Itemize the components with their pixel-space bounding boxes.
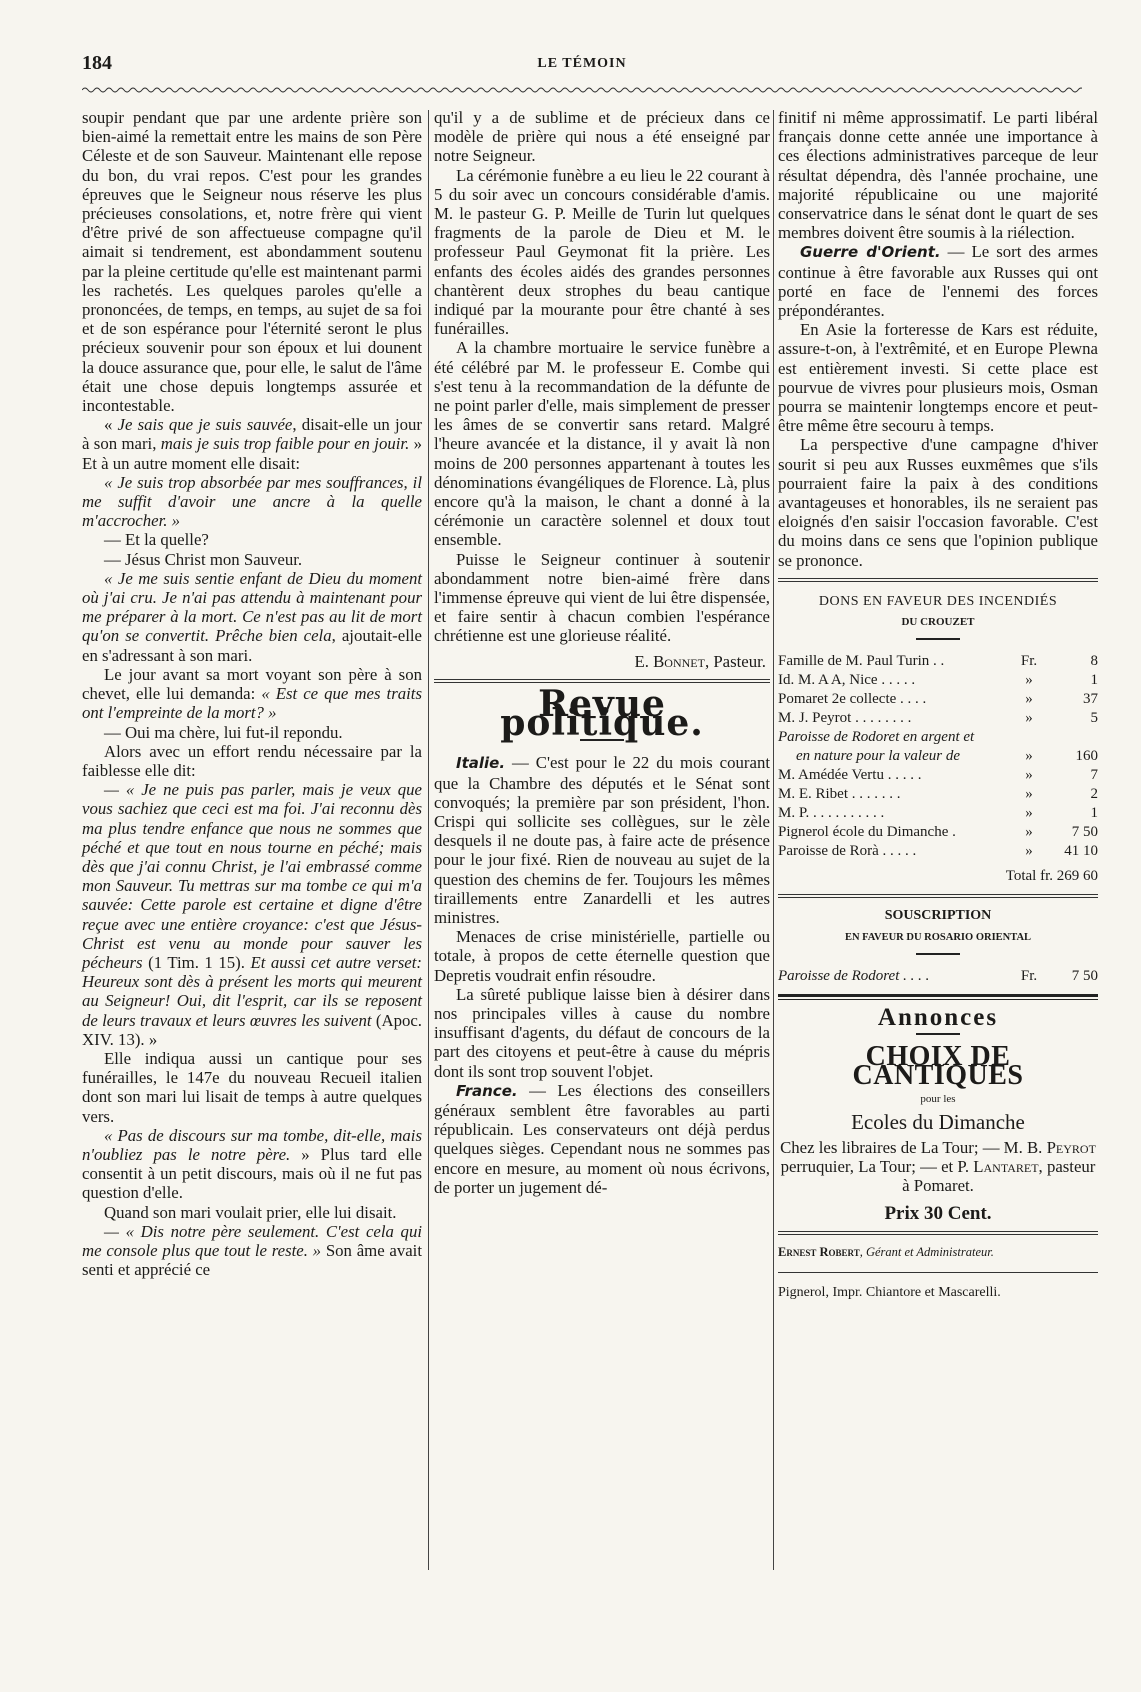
paragraph: La perspective d'une campagne d'hiver sourit si peu aux Russes euxmêmes que s'ils pourraient faire la paix à des conditions avantageuses et honorables, ils ne seraient pas eloignés d'en saisir l'occasion favorable. C'est du moins dans ce sens que l'opinion publique se prononce. <box>778 435 1098 570</box>
column-3 <box>778 108 1098 1302</box>
dons-row: M. P. . . . . . . . . . . » 1 <box>778 805 1098 822</box>
dons-row: en nature pour la valeur de » 160 <box>796 748 1098 765</box>
paragraph: Alors avec un effort rendu nécessaire par la faiblesse elle dit: <box>82 741 422 780</box>
run-in-heading: Guerre d'Orient. <box>800 243 941 262</box>
journal-title: LE TÉMOIN <box>537 56 627 71</box>
dons-row: Famille de M. Paul Turin . . Fr. 8 <box>778 653 1098 670</box>
dons-row: M. Amédée Vertu . . . . . » 7 <box>778 767 1098 784</box>
paragraph: Menaces de crise ministérielle, partielle ou totale, à propos de cette éternelle question que Depretis voudrait enfin résoudre. <box>434 927 770 985</box>
paragraph: — « Je ne puis pas parler, mais je veux que vous sachiez que ceci est ma foi. J'ai reconnu dès ma plus tendre enfance que nous ne sommes que péché et que tout en nous tourne en péché; mais dès que j'ai connu Christ, je l'ai embrassé comme mon Sauveur. Tu mettras sur ma tombe ce qui m'a sauvée: Cette parole est certaine et digne d'être reçue avec une entière croyance: c'est que Jésus-Christ est venu au monde pour sauver les pécheurs (1 Tim. 1 15). Et aussi cet autre verset: Heureux sont dès à présent les morts qui meurent au Seigneur! Oui, dit l'esprit, car ils se reposent de leurs travaux et leurs œuvres les suivent (Apoc. XIV. 13). » <box>82 780 422 1049</box>
paragraph: Le jour avant sa mort voyant son père à son chevet, elle lui demanda: « Est ce que mes traits ont l'empreinte de la mort? » <box>82 664 422 723</box>
paragraph: — « Dis notre père seulement. C'est cela qui me console plus que tout le reste. » Son âme avait senti et apprécié ce <box>82 1221 422 1280</box>
dons-row: Pomaret 2e collecte . . . . » 37 <box>778 691 1098 708</box>
page-number: 184 <box>82 52 112 74</box>
column-divider-1 <box>428 110 429 1570</box>
dons-row: M. J. Peyrot . . . . . . . . » 5 <box>778 710 1098 727</box>
double-rule <box>778 894 1098 898</box>
column-1 <box>82 108 422 1279</box>
paragraph: En Asie la forteresse de Kars est réduite, assure-t-on, à l'extrêmité, et en Europe Plewna est entièrement investi. Si cette place est pourvue de vivres pour plusieurs mois, Osman pourra se maintenir longtemps encore et peut-être même être secouru à temps. <box>778 320 1098 436</box>
run-in-heading: France. <box>456 1081 518 1100</box>
header-wavy-rule <box>82 86 1082 94</box>
double-rule <box>778 1231 1098 1235</box>
printer-credit: Pignerol, Impr. Chiantore et Mascarelli. <box>778 1284 1001 1300</box>
advert-price: Prix 30 Cent. <box>884 1202 992 1224</box>
dons-subtitle: DU CROUZET <box>901 616 975 629</box>
publisher-credit: Ernest Robert, Gérant et Administrateur. <box>778 1244 994 1259</box>
paragraph: A la chambre mortuaire le service funèbre a été célébré par M. le professeur E. Combe qui s'est tenu à la recommandation de la défunte de ne point parler d'elle, mais simplement de presser les âmes de se convertir sans retard. Malgré l'heure avancée et la distance, il y avait là non moins de 200 personnes appartenant à toutes les dénominations évangéliques de Florence. Là, plus encore qu'à la maison, le chant a donné à la cérémonie un caractère solennel et doux tout ensemble. <box>434 338 771 550</box>
short-rule <box>916 953 960 955</box>
paragraph: « Je sais que je suis sauvée, disait-elle un jour à son mari, mais je suis trop faible pour en jouir. » Et à un autre moment elle disait: <box>82 415 423 473</box>
dons-row: Paroisse de Rorà . . . . . » 41 10 <box>778 843 1098 860</box>
dons-row: M. E. Ribet . . . . . . . » 2 <box>778 786 1098 803</box>
paragraph: Italie. — C'est pour le 22 du mois courant que la Chambre des députés et le Sénat sont convoqués; la première par son président, l'hon. Crispi qui sollicite ses collègues, sur le zèle desquels il ne doute pas, à faire acte de présence pour le jour fixé. Rien de nouveau au sujet de la question des chemins de fer. Toujours les mêmes tiraillements entre Zanardelli et les autres ministres. <box>434 753 770 927</box>
section-title: Revue politique. <box>500 682 704 745</box>
advert-subheading: Ecoles du Dimanche <box>851 1109 1025 1134</box>
dons-row: Pignerol école du Dimanche . » 7 50 <box>778 824 1098 841</box>
paragraph: La cérémonie funèbre a eu lieu le 22 courant à 5 du soir avec un concours considérable d'amis. M. le pasteur G. P. Meille de Turin lut quelques fragments de la parole de Dieu et M. le professeur Paul Geymonat fit la prière. Les enfants des écoles aidés des grandes personnes chantèrent deux strophes du beau cantique indiqué par la mourante pour être chanté à ses funérailles. <box>434 165 770 339</box>
paragraph: — Et la quelle? <box>104 530 209 550</box>
advert-pour-les: pour les <box>920 1092 956 1105</box>
paragraph: Elle indiqua aussi un cantique pour ses funérailles, le 147e du nouveau Recueil italien dont son mari lui lisait de temps à autre quelques vers. <box>82 1048 422 1126</box>
souscription-table <box>778 967 1098 986</box>
paragraph: France. — Les élections des conseillers généraux semblent être favorables au parti républicain. Les conservateurs ont déjà perdus quelques sièges. Cependant nous ne sommes pas encore en mesure, au moment où nous écrivons, de porter un jugement dé- <box>434 1080 770 1197</box>
dons-table <box>778 652 1098 861</box>
paragraph: Guerre d'Orient. — Le sort des armes continue à être favorable aux Russes qui ont porté en face de l'ennemi des forces prépondérantes. <box>778 242 1098 321</box>
dons-row: Id. M. A A, Nice . . . . . » 1 <box>778 672 1098 689</box>
column-divider-2 <box>773 110 774 1570</box>
paragraph: Puisse le Seigneur continuer à soutenir abondamment notre bien-aimé frère dans l'immense épreuve qui vient de lui être dispensée, et faire sentir à chacun combien l'espérance chrétienne est une glorieuse réalité. <box>434 549 770 646</box>
short-rule <box>916 638 960 640</box>
run-in-heading: Italie. <box>456 754 506 773</box>
column-2 <box>434 108 770 1197</box>
souscription-subtitle: EN FAVEUR DU ROSARIO ORIENTAL <box>844 931 1032 943</box>
table-row: Paroisse de Rodoret . . . . Fr. 7 50 <box>778 967 1098 984</box>
paragraph: qu'il y a de sublime et de précieux dans ce modèle de prière qui nous a été enseigné par notre Seigneur. <box>434 108 770 166</box>
advert-text: Chez les libraires de La Tour; — M. B. Peyrot perruquier, La Tour; — et P. Lantaret, pasteur à Pomaret. <box>780 1137 1096 1196</box>
paragraph: finitif ni même approssimatif. Le parti libéral français donne cette année une importance à ces élections administratives parceque de leur résultat dépendra, dès l'année prochaine, une majorité républicaine ou une majorité conservatrice dans le sénat dont le quart de ses membres doivent être soumis à la riélection. <box>778 108 1098 243</box>
paragraph: — Oui ma chère, lui fut-il repondu. <box>104 722 343 742</box>
souscription-title: SOUSCRIPTION <box>884 908 992 924</box>
paragraph: La sûreté publique laisse bien à désirer dans nos principales villes à cause du nombre insuffisant d'agents, du défaut de concours de la part des citoyens et peut-être à cause du mépris dont ils sont trop souvent l'objet. <box>434 984 770 1081</box>
paragraph: — Jésus Christ mon Sauveur. <box>104 549 303 569</box>
rule <box>778 1272 1098 1273</box>
short-rule <box>916 1033 960 1035</box>
annonces-title: Annonces <box>877 1003 999 1031</box>
paragraph: « Je suis trop absorbée par mes souffrances, il me suffit d'avoir une ancre à la quelle m'accrocher. » <box>82 472 422 531</box>
paragraph: Quand son mari voulait prier, elle lui disait. <box>104 1202 397 1222</box>
double-rule <box>778 578 1098 582</box>
dons-title: DONS EN FAVEUR DES INCENDIÉS <box>818 593 1058 609</box>
dons-total: Total fr. 269 60 <box>1005 868 1098 885</box>
advert-heading: CHOIX DE CANTIQUES <box>852 1041 1024 1092</box>
dons-row: Paroisse de Rodoret en argent et <box>778 729 975 746</box>
paragraph: « Je me suis sentie enfant de Dieu du moment où j'ai cru. Je n'ai pas attendu à maintenant pour me préparer à la mort. Ce n'est pas au lit de mort qu'on se convertit. Prêche bien cela, ajoutait-elle en s'adressant à son mari. <box>82 568 422 665</box>
paragraph: « Pas de discours sur ma tombe, dit-elle, mais n'oubliez pas le notre père. » Plus tard elle consentit à un petit discours, mais où il ne fut pas question d'elle. <box>82 1125 422 1203</box>
signature: E. Bonnet, Pasteur. <box>634 651 766 671</box>
thick-rule <box>778 994 1098 1000</box>
paragraph: soupir pendant que par une ardente prière son bien-aimé la remettait entre les mains de son Père Céleste et de son Sauveur. Maintenant elle repose du bon, du vrai repos. C'est pour les grandes épreuves que le Seigneur nous réserve les plus précieuses consolations, et, notre frère qui vient d'être privé de son affectueuse compagne qu'il aimait si tendrement, est abondamment soutenu par la pleine certitude qu'elle est maintenant parmi les rachetés. Les quelques paroles qu'elle a prononcées, de temps, en temps, au sujet de sa foi et de son espérance pour l'éternité seront le plus précieux souvenir pour son époux et lui dounent la douce assurance que, pour elle, le salut de l'âme était une chose depuis longtemps assurée et incontestable. <box>82 108 422 416</box>
